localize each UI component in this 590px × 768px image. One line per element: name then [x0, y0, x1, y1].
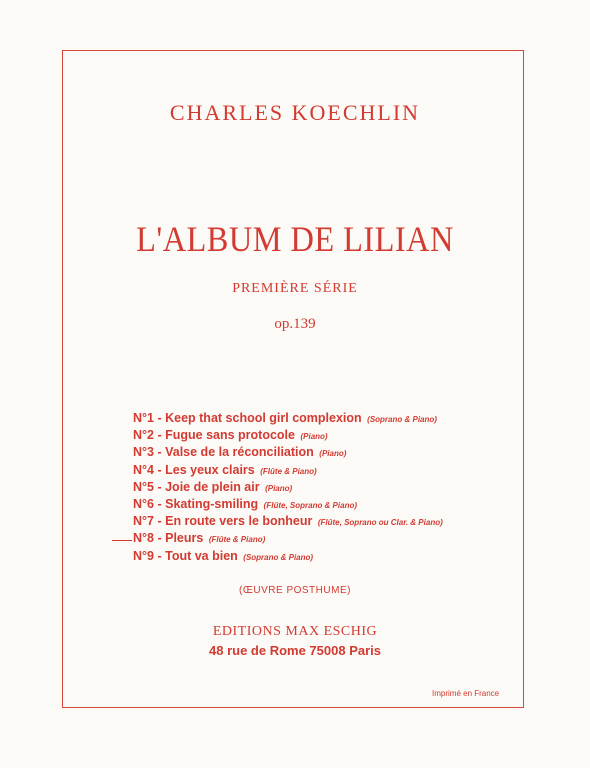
piece-number: N°5 [133, 479, 154, 494]
cover-border-frame [62, 50, 524, 708]
piece-item: N°8 - Pleurs (Flûte & Piano) [133, 530, 443, 547]
piece-title: Les yeux clairs [165, 462, 255, 477]
piece-title: En route vers le bonheur [165, 514, 313, 529]
piece-instrumentation: (Flûte, Soprano ou Clar. & Piano) [317, 518, 443, 528]
imprint-note: Imprimé en France [432, 689, 500, 698]
piece-instrumentation: (Soprano & Piano) [367, 415, 437, 424]
piece-item: N°3 - Valse de la réconciliation (Piano) [133, 444, 443, 461]
piece-title: Skating-smiling [165, 496, 259, 511]
piece-number: N°4 [133, 462, 154, 477]
piece-instrumentation: (Flûte & Piano) [208, 535, 266, 545]
piece-instrumentation: (Flûte, Soprano & Piano) [263, 500, 358, 510]
piece-instrumentation: (Piano) [300, 432, 328, 442]
piece-item: N°9 - Tout va bien (Soprano & Piano) [133, 548, 443, 565]
margin-mark [112, 540, 132, 541]
piece-title: Joie de plein air [165, 479, 260, 494]
piece-title: Pleurs [165, 531, 204, 546]
piece-title: Fugue sans protocole [165, 428, 295, 443]
piece-item: N°1 - Keep that school girl complexion (Soprano & Piano) [133, 410, 443, 427]
opus-number: op.139 [274, 316, 316, 332]
piece-instrumentation: (Piano) [319, 449, 347, 459]
piece-item: N°4 - Les yeux clairs (Flûte & Piano) [133, 462, 443, 479]
piece-number: N°7 [133, 514, 154, 529]
piece-list [133, 410, 443, 565]
piece-number: N°9 [133, 548, 154, 563]
piece-instrumentation: (Flûte & Piano) [260, 466, 317, 476]
piece-title: Tout va bien [165, 548, 238, 563]
publisher-address: 48 rue de Rome 75008 Paris [209, 643, 381, 658]
series-label: PREMIÈRE SÉRIE [232, 281, 358, 296]
piece-item: N°7 - En route vers le bonheur (Flûte, Soprano ou Clar. & Piano) [133, 513, 443, 530]
piece-instrumentation: (Piano) [265, 483, 293, 493]
piece-number: N°2 [133, 428, 154, 443]
posthumous-note: (ŒUVRE POSTHUME) [239, 585, 351, 596]
piece-item: N°5 - Joie de plein air (Piano) [133, 479, 443, 496]
piece-item: N°2 - Fugue sans protocole (Piano) [133, 427, 443, 444]
piece-item: N°6 - Skating-smiling (Flûte, Soprano & Piano) [133, 496, 443, 513]
piece-number: N°8 [133, 531, 154, 546]
publisher-name: EDITIONS MAX ESCHIG [212, 624, 378, 639]
piece-number: N°1 [133, 411, 154, 425]
composer-name: CHARLES KOECHLIN [169, 100, 421, 125]
piece-instrumentation: (Soprano & Piano) [243, 552, 314, 562]
piece-title: Valse de la réconciliation [165, 445, 314, 460]
piece-number: N°6 [133, 496, 154, 511]
piece-number: N°3 [133, 445, 154, 460]
album-title: L'ALBUM DE LILIAN [136, 219, 454, 259]
piece-title: Keep that school girl complexion [165, 411, 362, 425]
